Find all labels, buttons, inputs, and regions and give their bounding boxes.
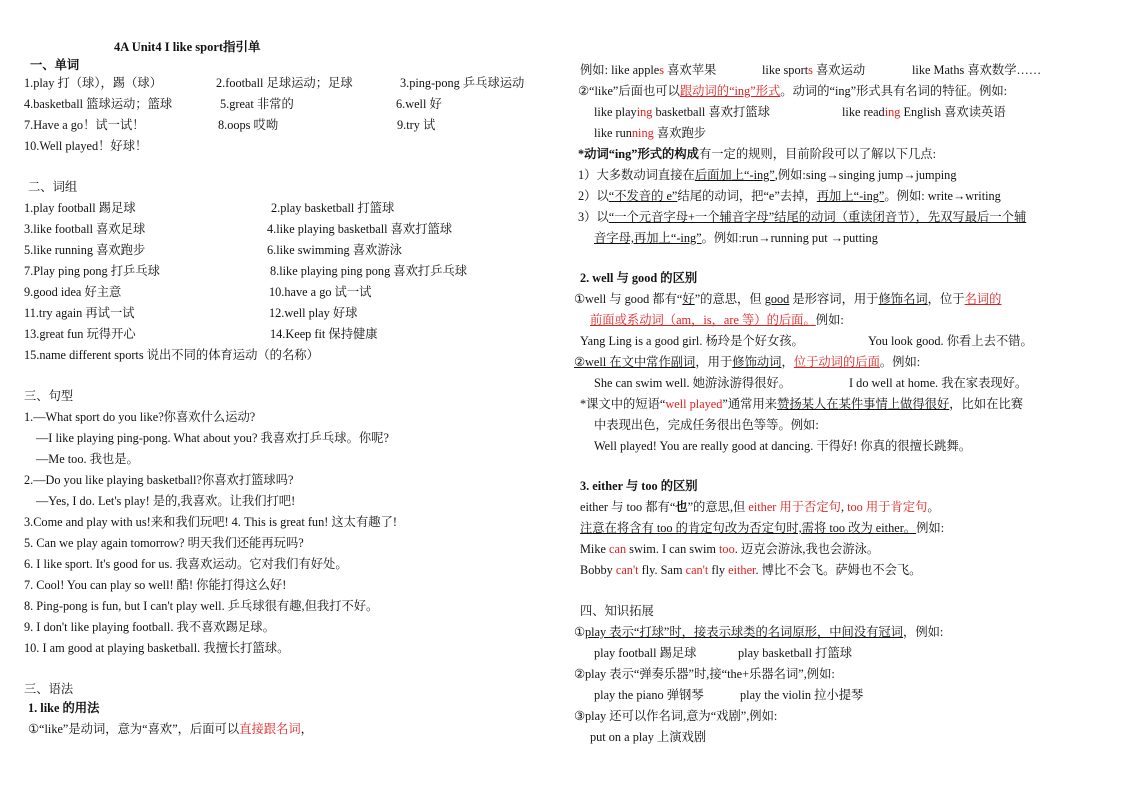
- vocab-row: 4.basketball 篮球运动；篮球 5.great 非常的 6.well 好: [24, 97, 442, 111]
- grammar-line: 前面或系动词（am，is，are 等）的后面。例如:: [590, 313, 844, 327]
- sentence-line: 6. I like sport. It's good for us. 我喜欢运动。它对我们有好处。: [24, 557, 348, 571]
- grammar-line: ③play 还可以作名词,意为“戏剧”,例如:: [574, 709, 778, 723]
- vocab-row: 7.Have a go！试一试！ 8.oops 哎呦 9.try 试: [24, 118, 436, 132]
- sentence-line: 7. Cool! You can play so well! 酷! 你能打得这么好!: [24, 578, 287, 592]
- rule-heading: *动词“ing”形式的构成有一定的规则，目前阶段可以了解以下几点:: [578, 147, 936, 161]
- grammar-line: ②well 在文中常作副词，用于修饰动词，位于动词的后面。例如:: [574, 355, 921, 369]
- grammar-line: ①“like”是动词，意为“喜欢”，后面可以直接跟名词，: [28, 722, 313, 736]
- grammar-line: ②play 表示“弹奏乐器”时,接“the+乐器名词”,例如:: [574, 667, 835, 681]
- section-heading-well-good: 2. well 与 good 的区别: [580, 271, 698, 285]
- grammar-line: 中表现出色，完成任务很出色等等。例如:: [594, 418, 819, 432]
- example-line: play the piano 弹钢琴 play the violin 拉小提琴: [594, 688, 864, 702]
- rule-line: 音字母,再加上“-ing”。例如:run→running put →putting: [594, 231, 878, 245]
- section-heading-either-too: 3. either 与 too 的区别: [580, 479, 698, 493]
- grammar-line: 注意在将含有 too 的肯定句改为否定句时,需将 too 改为 either。例如:: [580, 521, 945, 535]
- phrase-row: 11.try again 再试一试 12.well play 好球: [24, 306, 358, 320]
- example-line: Bobby can't fly. Sam can't fly either. 博比不会飞。萨姆也不会飞。: [580, 563, 922, 577]
- sentence-line: 9. I don't like playing football. 我不喜欢踢足球。: [24, 620, 275, 634]
- grammar-line: ②“like”后面也可以跟动词的“ing”形式。动词的“ing”形式具有名词的特征。例如:: [578, 84, 1008, 98]
- sentence-line: 5. Can we play again tomorrow? 明天我们还能再玩吗?: [24, 536, 304, 550]
- rule-line: 1）大多数动词直接在后面加上“-ing”,例如:sing→singing jump→jumping: [578, 168, 957, 182]
- section-heading-vocab: 一、单词: [30, 58, 80, 72]
- section-heading-phrases: 二、词组: [28, 180, 78, 194]
- example-line: like running 喜欢跑步: [594, 126, 707, 140]
- grammar-line: *课文中的短语“well played”通常用来赞扬某人在某件事情上做得很好，比如在比赛: [580, 397, 1024, 411]
- vocab-row: 10.Well played！好球！: [24, 139, 148, 153]
- sentence-line: 1.—What sport do you like?你喜欢什么运动?: [24, 410, 256, 424]
- phrase-row: 1.play football 踢足球 2.play basketball 打篮球: [24, 201, 395, 215]
- rule-line: 3）以“一个元音字母+一个辅音字母”结尾的动词（重读闭音节），先双写最后一个辅: [578, 210, 1027, 224]
- sentence-line: 2.—Do you like playing basketball?你喜欢打篮球吗?: [24, 473, 294, 487]
- sentence-line: 3.Come and play with us!来和我们玩吧! 4. This is great fun! 这太有趣了!: [24, 515, 397, 529]
- page-title: 4A Unit4 I like sport指引单: [114, 40, 261, 54]
- phrase-row: 5.like running 喜欢跑步 6.like swimming 喜欢游泳: [24, 243, 402, 257]
- section-heading-grammar: 三、语法: [24, 682, 74, 696]
- grammar-subheading: 1. like 的用法: [28, 701, 100, 715]
- example-line: Well played! You are really good at dancing. 干得好! 你真的很擅长跳舞。: [594, 439, 972, 453]
- phrase-row: 13.great fun 玩得开心 14.Keep fit 保持健康: [24, 327, 378, 341]
- phrase-row: 15.name different sports 说出不同的体育运动（的名称）: [24, 348, 319, 362]
- vocab-row: 1.play 打（球），踢（球） 2.football 足球运动；足球 3.ping-pong 乒乓球运动: [24, 76, 525, 90]
- grammar-line: ①well 与 good 都有“好”的意思，但 good 是形容词，用于修饰名词，位于名词的: [574, 292, 1002, 306]
- rule-line: 2）以“不发音的 e”结尾的动词，把“e”去掉，再加上“-ing”。例如: write→writing: [578, 189, 1001, 203]
- example-line: Mike can swim. I can swim too. 迈克会游泳,我也会游泳。: [580, 542, 880, 556]
- example-line: She can swim well. 她游泳游得很好。 I do well at home. 我在家表现好。: [594, 376, 1028, 390]
- phrase-row: 9.good idea 好主意 10.have a go 试一试: [24, 285, 372, 299]
- grammar-line: ①play 表示“打球”时，接表示球类的名词原形，中间没有冠词，例如:: [574, 625, 944, 639]
- sentence-line: 8. Ping-pong is fun, but I can't play well. 乒乓球很有趣,但我打不好。: [24, 599, 379, 613]
- sentence-line: —I like playing ping-pong. What about you? 我喜欢打乒乓球。你呢?: [36, 431, 389, 445]
- example-line: like playing basketball 喜欢打篮球 like reading English 喜欢读英语: [594, 105, 1006, 119]
- section-heading-sentences: 三、句型: [24, 389, 74, 403]
- example-line: play football 踢足球 play basketball 打篮球: [594, 646, 853, 660]
- example-line: Yang Ling is a good girl. 杨玲是个好女孩。 You look good. 你看上去不错。: [580, 334, 1033, 348]
- example-line: put on a play 上演戏剧: [590, 730, 707, 744]
- phrase-row: 7.Play ping pong 打乒乓球 8.like playing ping pong 喜欢打乒乓球: [24, 264, 468, 278]
- example-line: 例如: like apples 喜欢苹果 like sports 喜欢运动 like Maths 喜欢数学……: [580, 63, 1042, 77]
- phrase-row: 3.like football 喜欢足球 4.like playing basketball 喜欢打篮球: [24, 222, 453, 236]
- sentence-line: 10. I am good at playing basketball. 我擅长打篮球。: [24, 641, 290, 655]
- grammar-line: either 与 too 都有“也”的意思,但 either 用于否定句, too 用于肯定句。: [580, 500, 940, 514]
- sentence-line: —Me too. 我也是。: [36, 452, 139, 466]
- section-heading-extension: 四、知识拓展: [580, 604, 654, 618]
- sentence-line: —Yes, I do. Let's play! 是的,我喜欢。让我们打吧!: [36, 494, 296, 508]
